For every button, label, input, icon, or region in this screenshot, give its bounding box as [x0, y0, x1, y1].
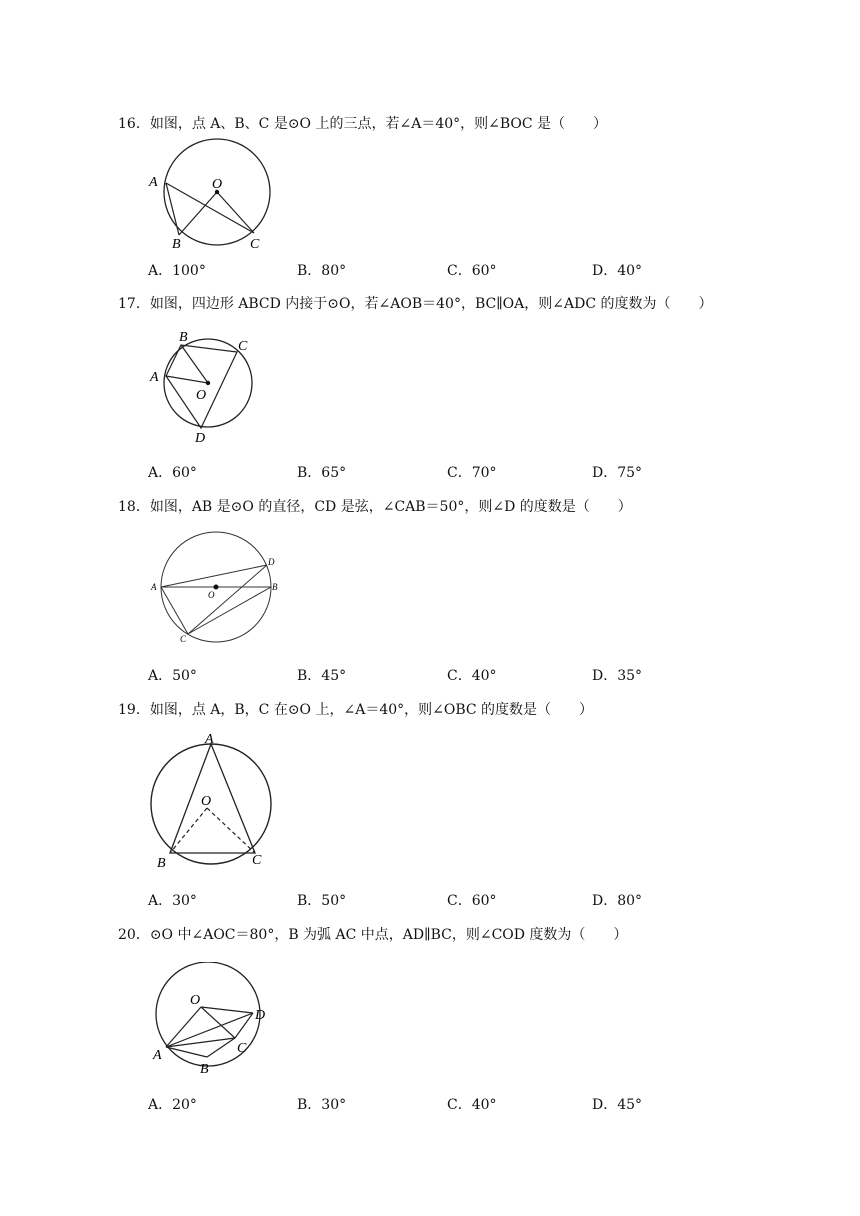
figure-label: B — [172, 237, 181, 252]
figure-17 — [145, 325, 260, 447]
option-c[interactable]: C．40° — [447, 668, 497, 684]
figure-label: A — [153, 1048, 162, 1063]
figure-label: A — [150, 370, 159, 385]
figure-label: A — [149, 175, 158, 190]
figure-label: D — [255, 1008, 266, 1023]
figure-label: B — [272, 582, 278, 592]
figure-label: B — [179, 330, 188, 345]
question-stem: 18．如图，AB 是⊙O 的直径，CD 是弦，∠CAB＝50°，则∠D 的度数是（ ） — [118, 499, 632, 515]
figure-label: O — [201, 794, 212, 809]
option-b[interactable]: B．65° — [297, 465, 347, 481]
question-stem: 20．⊙O 中∠AOC＝80°，B 为弧 AC 中点，AD∥BC，则∠COD 度数为（ ） — [118, 927, 628, 943]
option-d[interactable]: D．35° — [592, 668, 643, 684]
figure-label: O — [190, 993, 201, 1008]
figure-20 — [145, 962, 275, 1080]
figure-19 — [145, 730, 277, 870]
figure-label: D — [268, 557, 275, 567]
question-stem: 19．如图，点 A，B，C 在⊙O 上，∠A＝40°，则∠OBC 的度数是（ ） — [118, 702, 594, 718]
figure-16 — [145, 138, 275, 254]
option-a[interactable]: A．30° — [148, 893, 197, 909]
option-a[interactable]: A．100° — [148, 263, 206, 279]
figure-label: C — [252, 853, 262, 868]
figure-label: B — [200, 1062, 209, 1077]
figure-label: A — [151, 582, 157, 592]
option-a[interactable]: A．60° — [148, 465, 197, 481]
option-b[interactable]: B．45° — [297, 668, 347, 684]
question-stem: 16．如图，点 A、B、C 是⊙O 上的三点，若∠A＝40°，则∠BOC 是（ ） — [118, 116, 608, 132]
figure-label: C — [237, 1041, 247, 1056]
figure-label: O — [212, 177, 223, 192]
option-c[interactable]: C．60° — [447, 893, 497, 909]
option-c[interactable]: C．60° — [447, 263, 497, 279]
figure-label: O — [196, 388, 207, 403]
option-b[interactable]: B．80° — [297, 263, 347, 279]
question-stem: 17．如图，四边形 ABCD 内接于⊙O，若∠AOB＝40°，BC∥OA，则∠ADC 的度数为（ ） — [118, 296, 713, 312]
option-b[interactable]: B．30° — [297, 1097, 347, 1113]
option-d[interactable]: D．75° — [592, 465, 643, 481]
option-a[interactable]: A．20° — [148, 1097, 197, 1113]
option-c[interactable]: C．70° — [447, 465, 497, 481]
option-d[interactable]: D．45° — [592, 1097, 643, 1113]
figure-label: A — [205, 732, 214, 747]
option-d[interactable]: D．80° — [592, 893, 643, 909]
figure-label: D — [195, 431, 206, 446]
figure-label: C — [250, 237, 260, 252]
figure-label: C — [238, 339, 248, 354]
figure-label: B — [157, 856, 166, 870]
figure-label: O — [208, 590, 215, 600]
option-d[interactable]: D．40° — [592, 263, 643, 279]
option-c[interactable]: C．40° — [447, 1097, 497, 1113]
figure-label: C — [180, 634, 187, 644]
option-a[interactable]: A．50° — [148, 668, 197, 684]
option-b[interactable]: B．50° — [297, 893, 347, 909]
figure-18 — [145, 528, 285, 646]
